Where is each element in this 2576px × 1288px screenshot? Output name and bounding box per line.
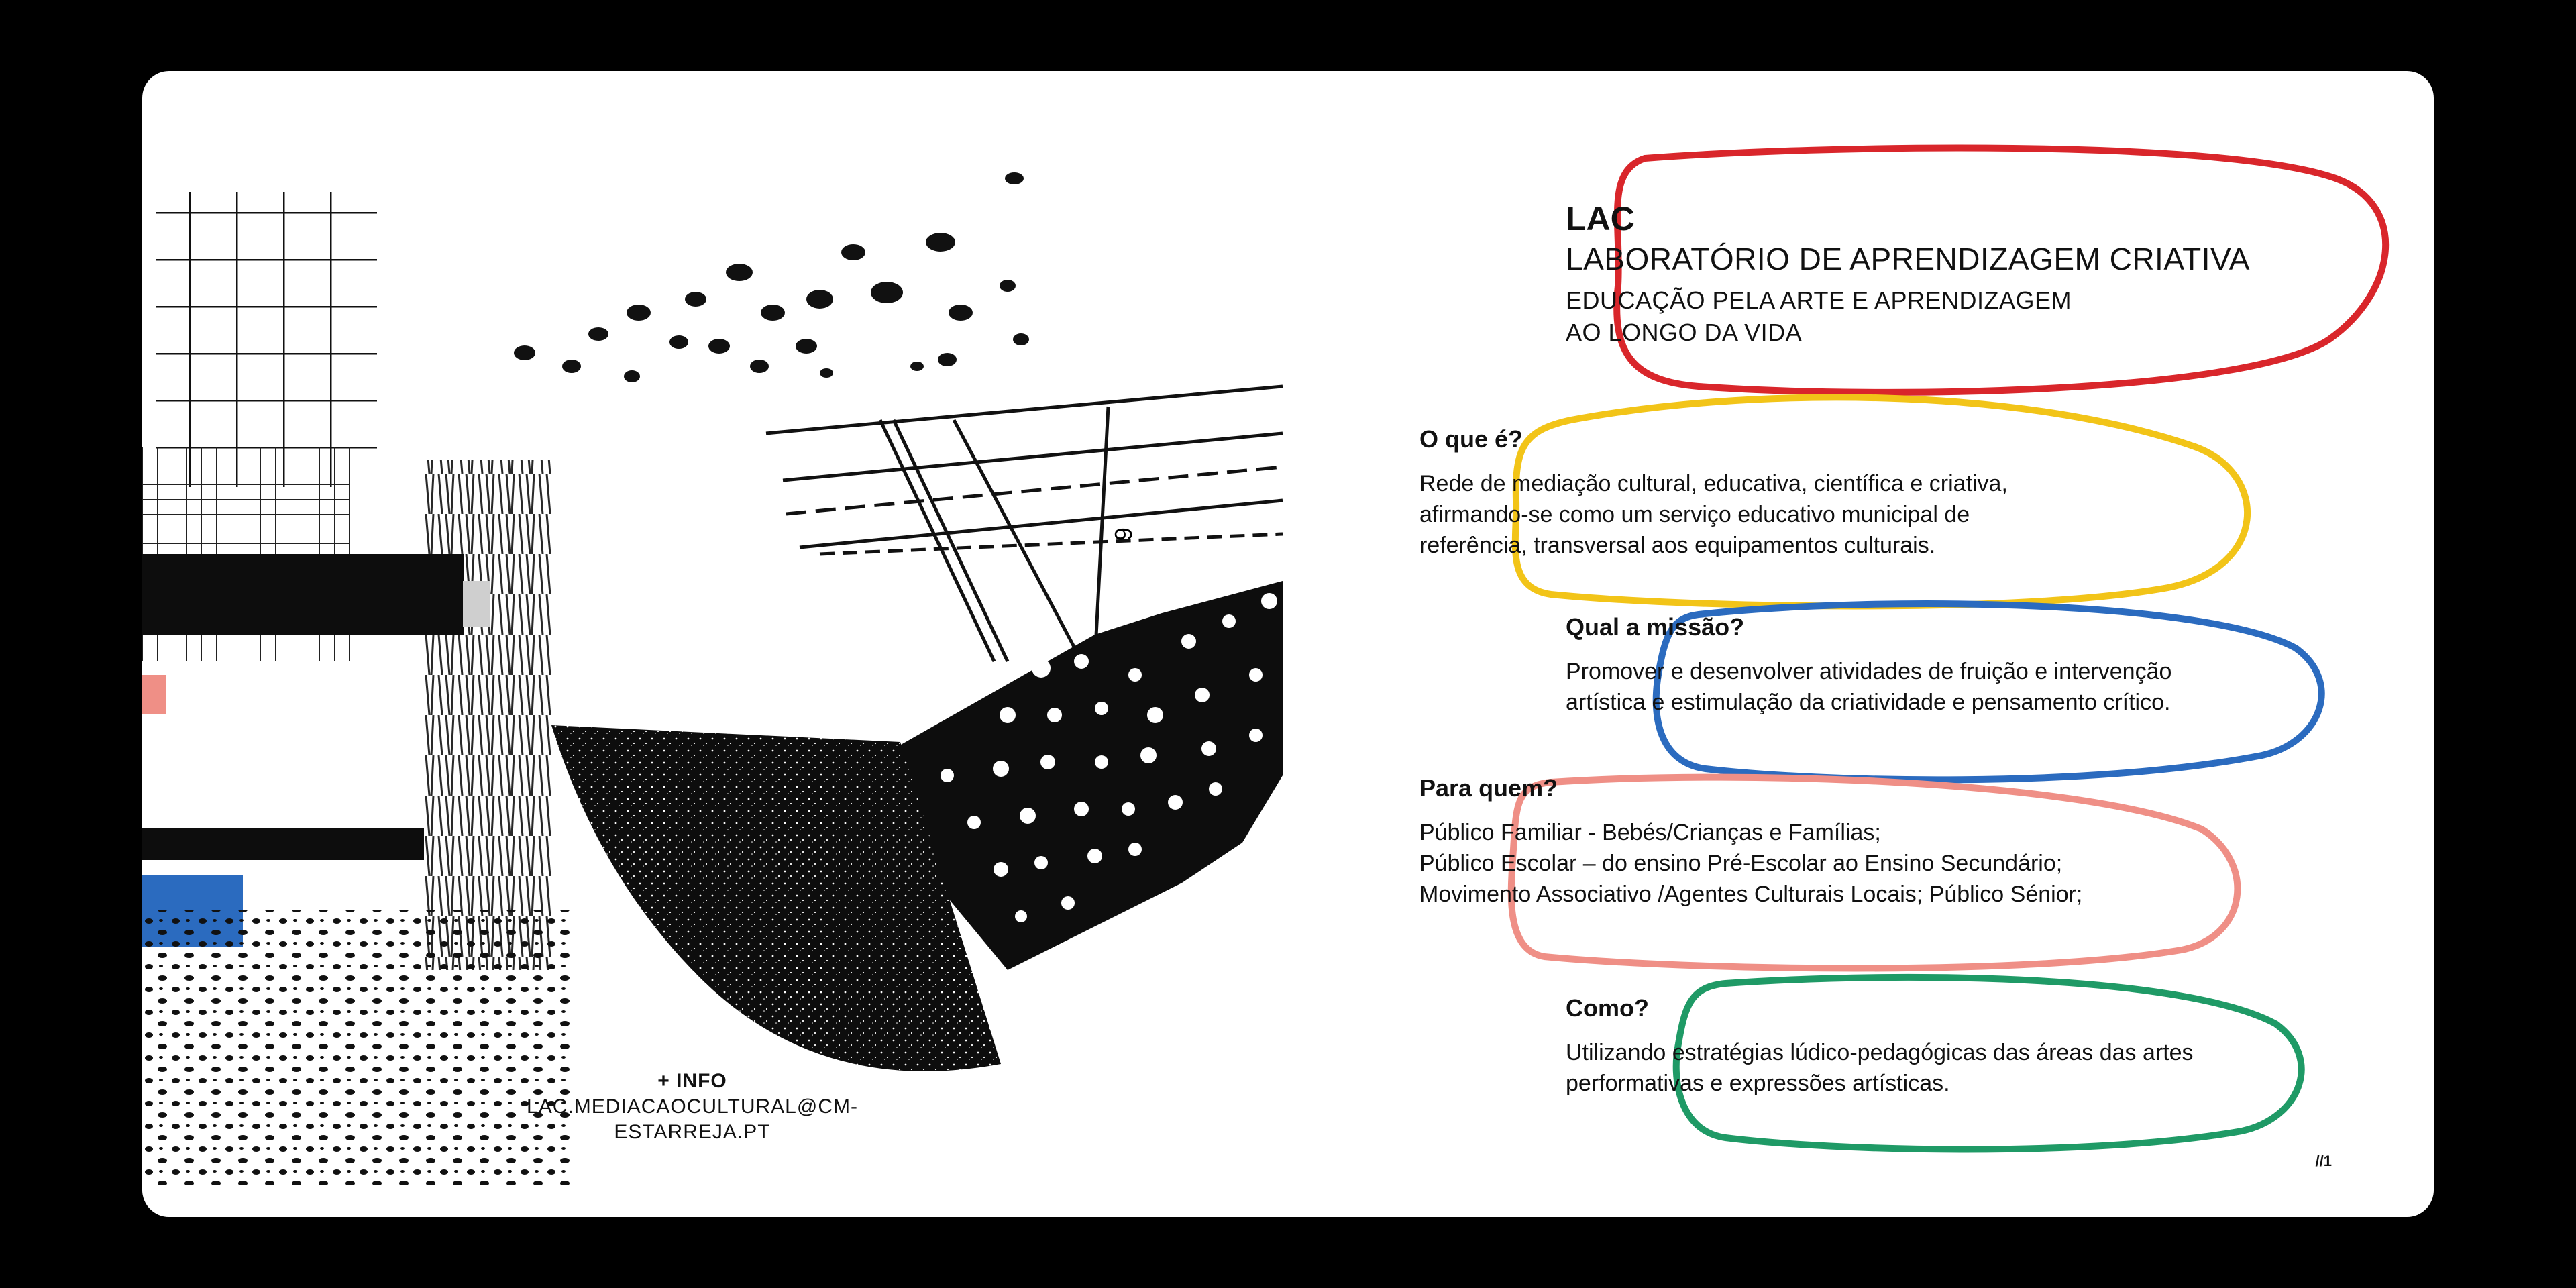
section-line: Público Familiar - Bebés/Crianças e Famílias; xyxy=(1419,820,1881,845)
section-mission xyxy=(1566,612,2344,718)
title-block xyxy=(1566,199,2337,349)
section-line: referência, transversal aos equipamentos culturais. xyxy=(1419,533,1936,558)
section-line: Utilizando estratégias lúdico-pedagógicas das áreas das artes xyxy=(1566,1040,2194,1065)
black-bar-bottom xyxy=(142,828,424,860)
title-subtitle xyxy=(1566,284,2337,349)
section-line: Rede de mediação cultural, educativa, científica e criativa, xyxy=(1419,471,2008,496)
section-line: artística e estimulação da criatividade e pensamento crítico. xyxy=(1566,690,2171,715)
scratch-texture xyxy=(424,460,551,970)
section-line: Promover e desenvolver atividades de fruição e intervenção xyxy=(1566,659,2172,684)
grid-shape xyxy=(156,192,377,487)
collage-artwork xyxy=(142,71,1323,1217)
info-contact xyxy=(458,1069,927,1145)
section-line: performativas e expressões artísticas. xyxy=(1566,1071,1950,1096)
section-question: Qual a missão? xyxy=(1566,613,1745,641)
blob-cluster xyxy=(514,172,1029,382)
black-bar-top xyxy=(142,554,464,635)
title-main: LABORATÓRIO DE APRENDIZAGEM CRIATIVA xyxy=(1566,241,2250,276)
section-line: Movimento Associativo /Agentes Culturais Locais; Público Sénior; xyxy=(1419,881,2083,907)
section-audience xyxy=(1419,773,2251,910)
section-question: Para quem? xyxy=(1419,774,1558,802)
brochure-page xyxy=(142,71,2434,1217)
page-number: //1 xyxy=(2315,1152,2332,1169)
subtitle-line-1: EDUCAÇÃO PELA ARTE E APRENDIZAGEM xyxy=(1566,286,2072,314)
subtitle-line-2: AO LONGO DA VIDA xyxy=(1566,319,1803,346)
info-email[interactable]: LAC.MEDIACAOCULTURAL@CM-ESTARREJA.PT xyxy=(527,1095,858,1143)
section-question: Como? xyxy=(1566,994,1649,1022)
section-line: Público Escolar – do ensino Pré-Escolar ao Ensino Secundário; xyxy=(1419,851,2063,876)
title-acronym: LAC xyxy=(1566,200,1635,237)
section-how xyxy=(1566,993,2344,1099)
pink-patch xyxy=(142,675,166,714)
section-line: afirmando-se como um serviço educativo municipal de xyxy=(1419,502,1970,527)
grey-tab xyxy=(463,581,490,627)
artwork-numeral: 6 xyxy=(1110,527,1137,541)
section-what xyxy=(1419,424,2198,561)
info-label: + INFO xyxy=(657,1070,727,1092)
section-question: O que é? xyxy=(1419,425,1523,453)
